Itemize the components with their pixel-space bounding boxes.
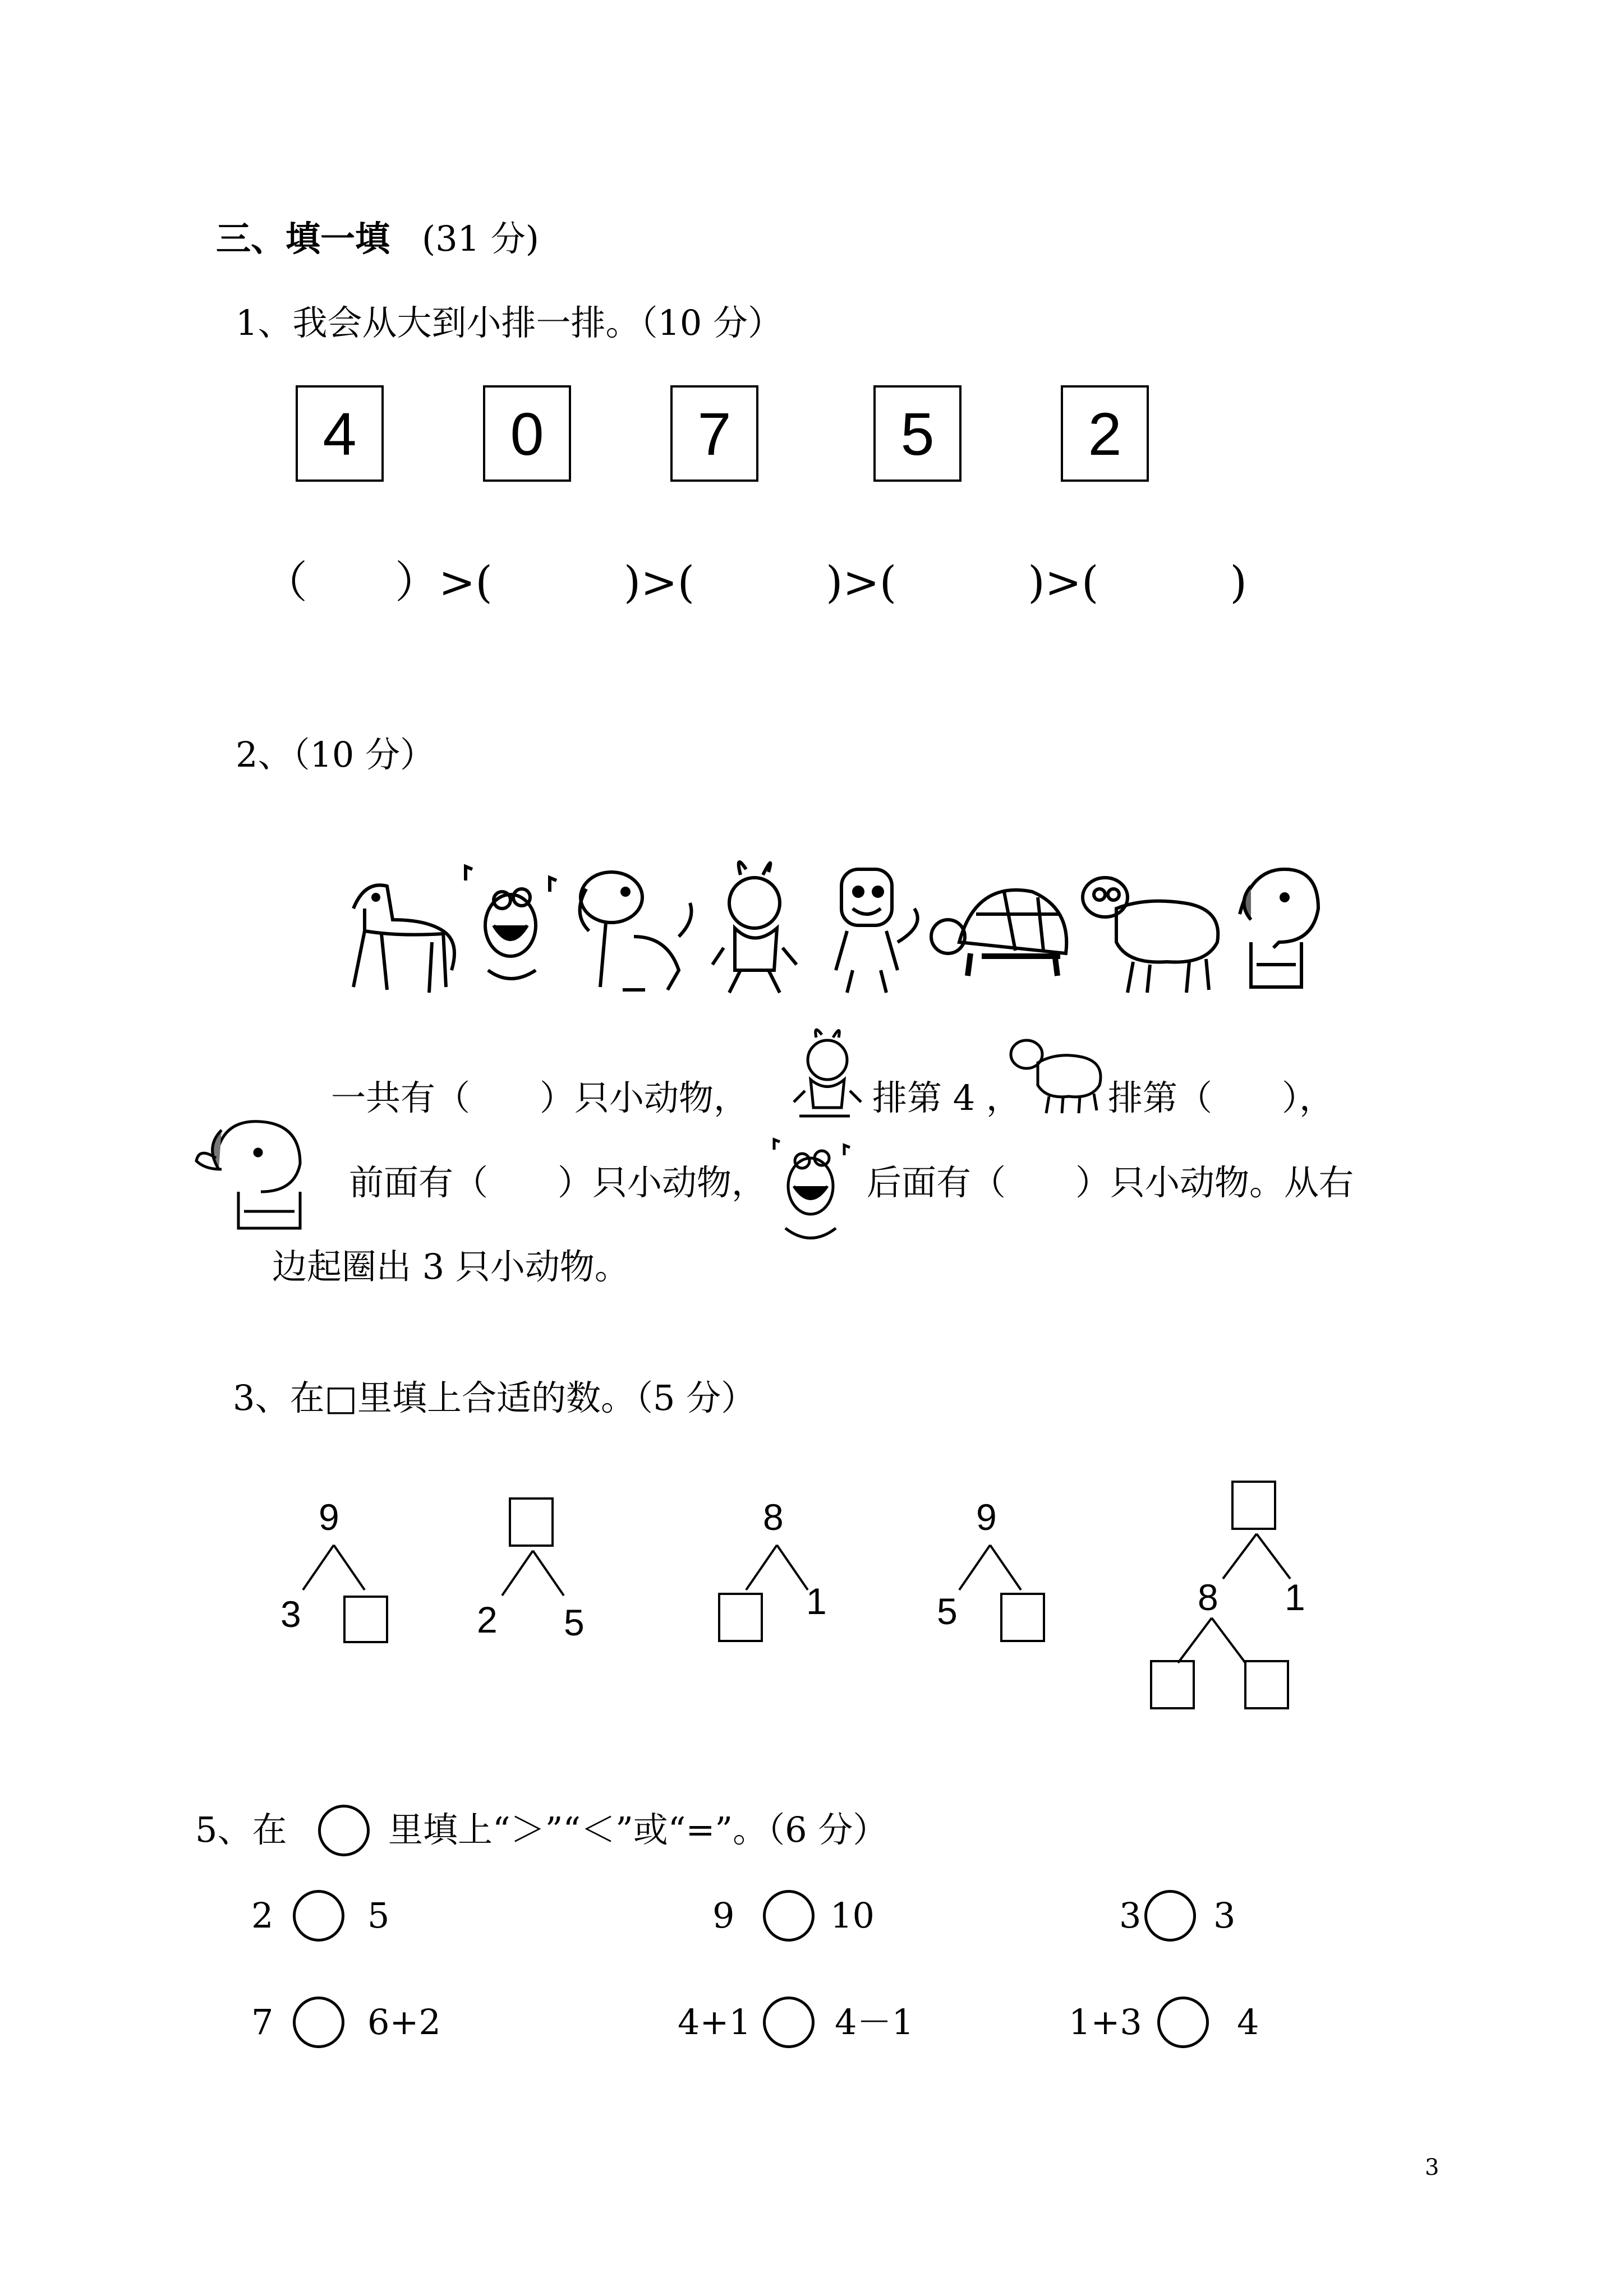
compare-circle[interactable] (1157, 1997, 1209, 2048)
answer-box[interactable] (1150, 1660, 1195, 1709)
number-card: 7 (670, 385, 758, 482)
answer-box[interactable] (509, 1497, 554, 1547)
frog-icon (769, 1138, 853, 1251)
circle-symbol (318, 1805, 370, 1856)
q1-answer-line[interactable]: （ ）>( )>( )>( )>( ) (264, 557, 1247, 608)
animal-row (331, 858, 1318, 1004)
monkey-icon (836, 869, 918, 993)
q2-line2-b: 后面有（ ）只小动物。从右 (867, 1162, 1354, 1203)
number-card: 0 (483, 385, 571, 482)
compare-right: 4－1 (835, 2002, 914, 2043)
page-number: 3 (1425, 2155, 1439, 2180)
compare-right: 4 (1237, 2002, 1259, 2043)
compare-circle[interactable] (763, 1997, 815, 2048)
tree-top-number: 9 (976, 1496, 997, 1538)
compare-circle[interactable] (1144, 1890, 1196, 1942)
q5-title-prefix: 5、在 (195, 1809, 287, 1850)
compare-right: 10 (830, 1895, 875, 1936)
tree-branches (954, 1542, 1027, 1593)
answer-box[interactable] (1244, 1660, 1289, 1709)
sheep-icon (1083, 878, 1218, 993)
tree-left-number: 2 (477, 1599, 498, 1640)
tree-right-number: 5 (564, 1602, 585, 1643)
tree-left-number: 3 (280, 1593, 301, 1635)
compare-left: 3 (1119, 1895, 1142, 1936)
q2-line3: 边起圈出 3 只小动物。 (272, 1246, 629, 1287)
q3-title: 3、在□里填上合适的数。（5 分） (233, 1377, 756, 1418)
compare-circle[interactable] (293, 1890, 344, 1942)
section-title: 三、填一填 (216, 218, 390, 259)
tree-branches (1172, 1615, 1251, 1666)
q2-title: 2、（10 分） (236, 734, 435, 775)
answer-box[interactable] (343, 1596, 388, 1643)
rabbit-icon (783, 1026, 867, 1122)
compare-right: 3 (1213, 1895, 1236, 1936)
compare-left: 9 (712, 1895, 735, 1936)
turtle-icon (931, 890, 1066, 976)
horse-icon (353, 885, 454, 993)
tree-branches (496, 1548, 569, 1598)
compare-right: 5 (367, 1895, 390, 1936)
compare-circle[interactable] (293, 1997, 344, 2048)
tree-branches (297, 1542, 370, 1593)
q5-title-suffix: 里填上“＞”“＜”或“=”。（6 分） (388, 1809, 888, 1850)
tree-right-number: 1 (806, 1580, 827, 1622)
frog-icon (466, 866, 556, 979)
tree-branches (1217, 1531, 1296, 1582)
compare-right: 6+2 (367, 2002, 441, 2043)
tree-top-number: 9 (319, 1496, 339, 1538)
compare-left: 1+3 (1069, 2002, 1142, 2043)
number-card: 5 (873, 385, 961, 482)
tree-left-number: 8 (1198, 1576, 1218, 1618)
elephant-icon (194, 1113, 323, 1234)
number-card: 4 (296, 385, 384, 482)
compare-left: 2 (251, 1895, 274, 1936)
q2-line1-b: 排第 4 ， (872, 1077, 1021, 1118)
answer-box[interactable] (1000, 1593, 1045, 1642)
elephant-icon (1240, 869, 1318, 987)
q2-line1-c: 排第（ ）， (1108, 1077, 1335, 1118)
section-score: (31 分) (422, 218, 539, 259)
number-card: 2 (1061, 385, 1149, 482)
tree-left-number: 5 (937, 1590, 958, 1632)
compare-circle[interactable] (763, 1890, 815, 1942)
q2-line2-a: 前面有（ ）只小动物， (349, 1162, 767, 1203)
compare-left: 4+1 (678, 2002, 751, 2043)
q1-title: 1、我会从大到小排一排。（10 分） (236, 302, 783, 343)
tree-right-number: 1 (1285, 1576, 1305, 1618)
rabbit-icon (712, 862, 797, 993)
q2-line1-a: 一共有（ ）只小动物， (331, 1077, 749, 1118)
dog-icon (580, 872, 692, 990)
compare-left: 7 (251, 2002, 274, 2043)
answer-box[interactable] (1231, 1481, 1276, 1530)
tree-top-number: 8 (763, 1496, 784, 1538)
answer-box[interactable] (718, 1593, 763, 1642)
tree-branches (740, 1542, 813, 1593)
sheep-icon (1007, 1029, 1105, 1113)
